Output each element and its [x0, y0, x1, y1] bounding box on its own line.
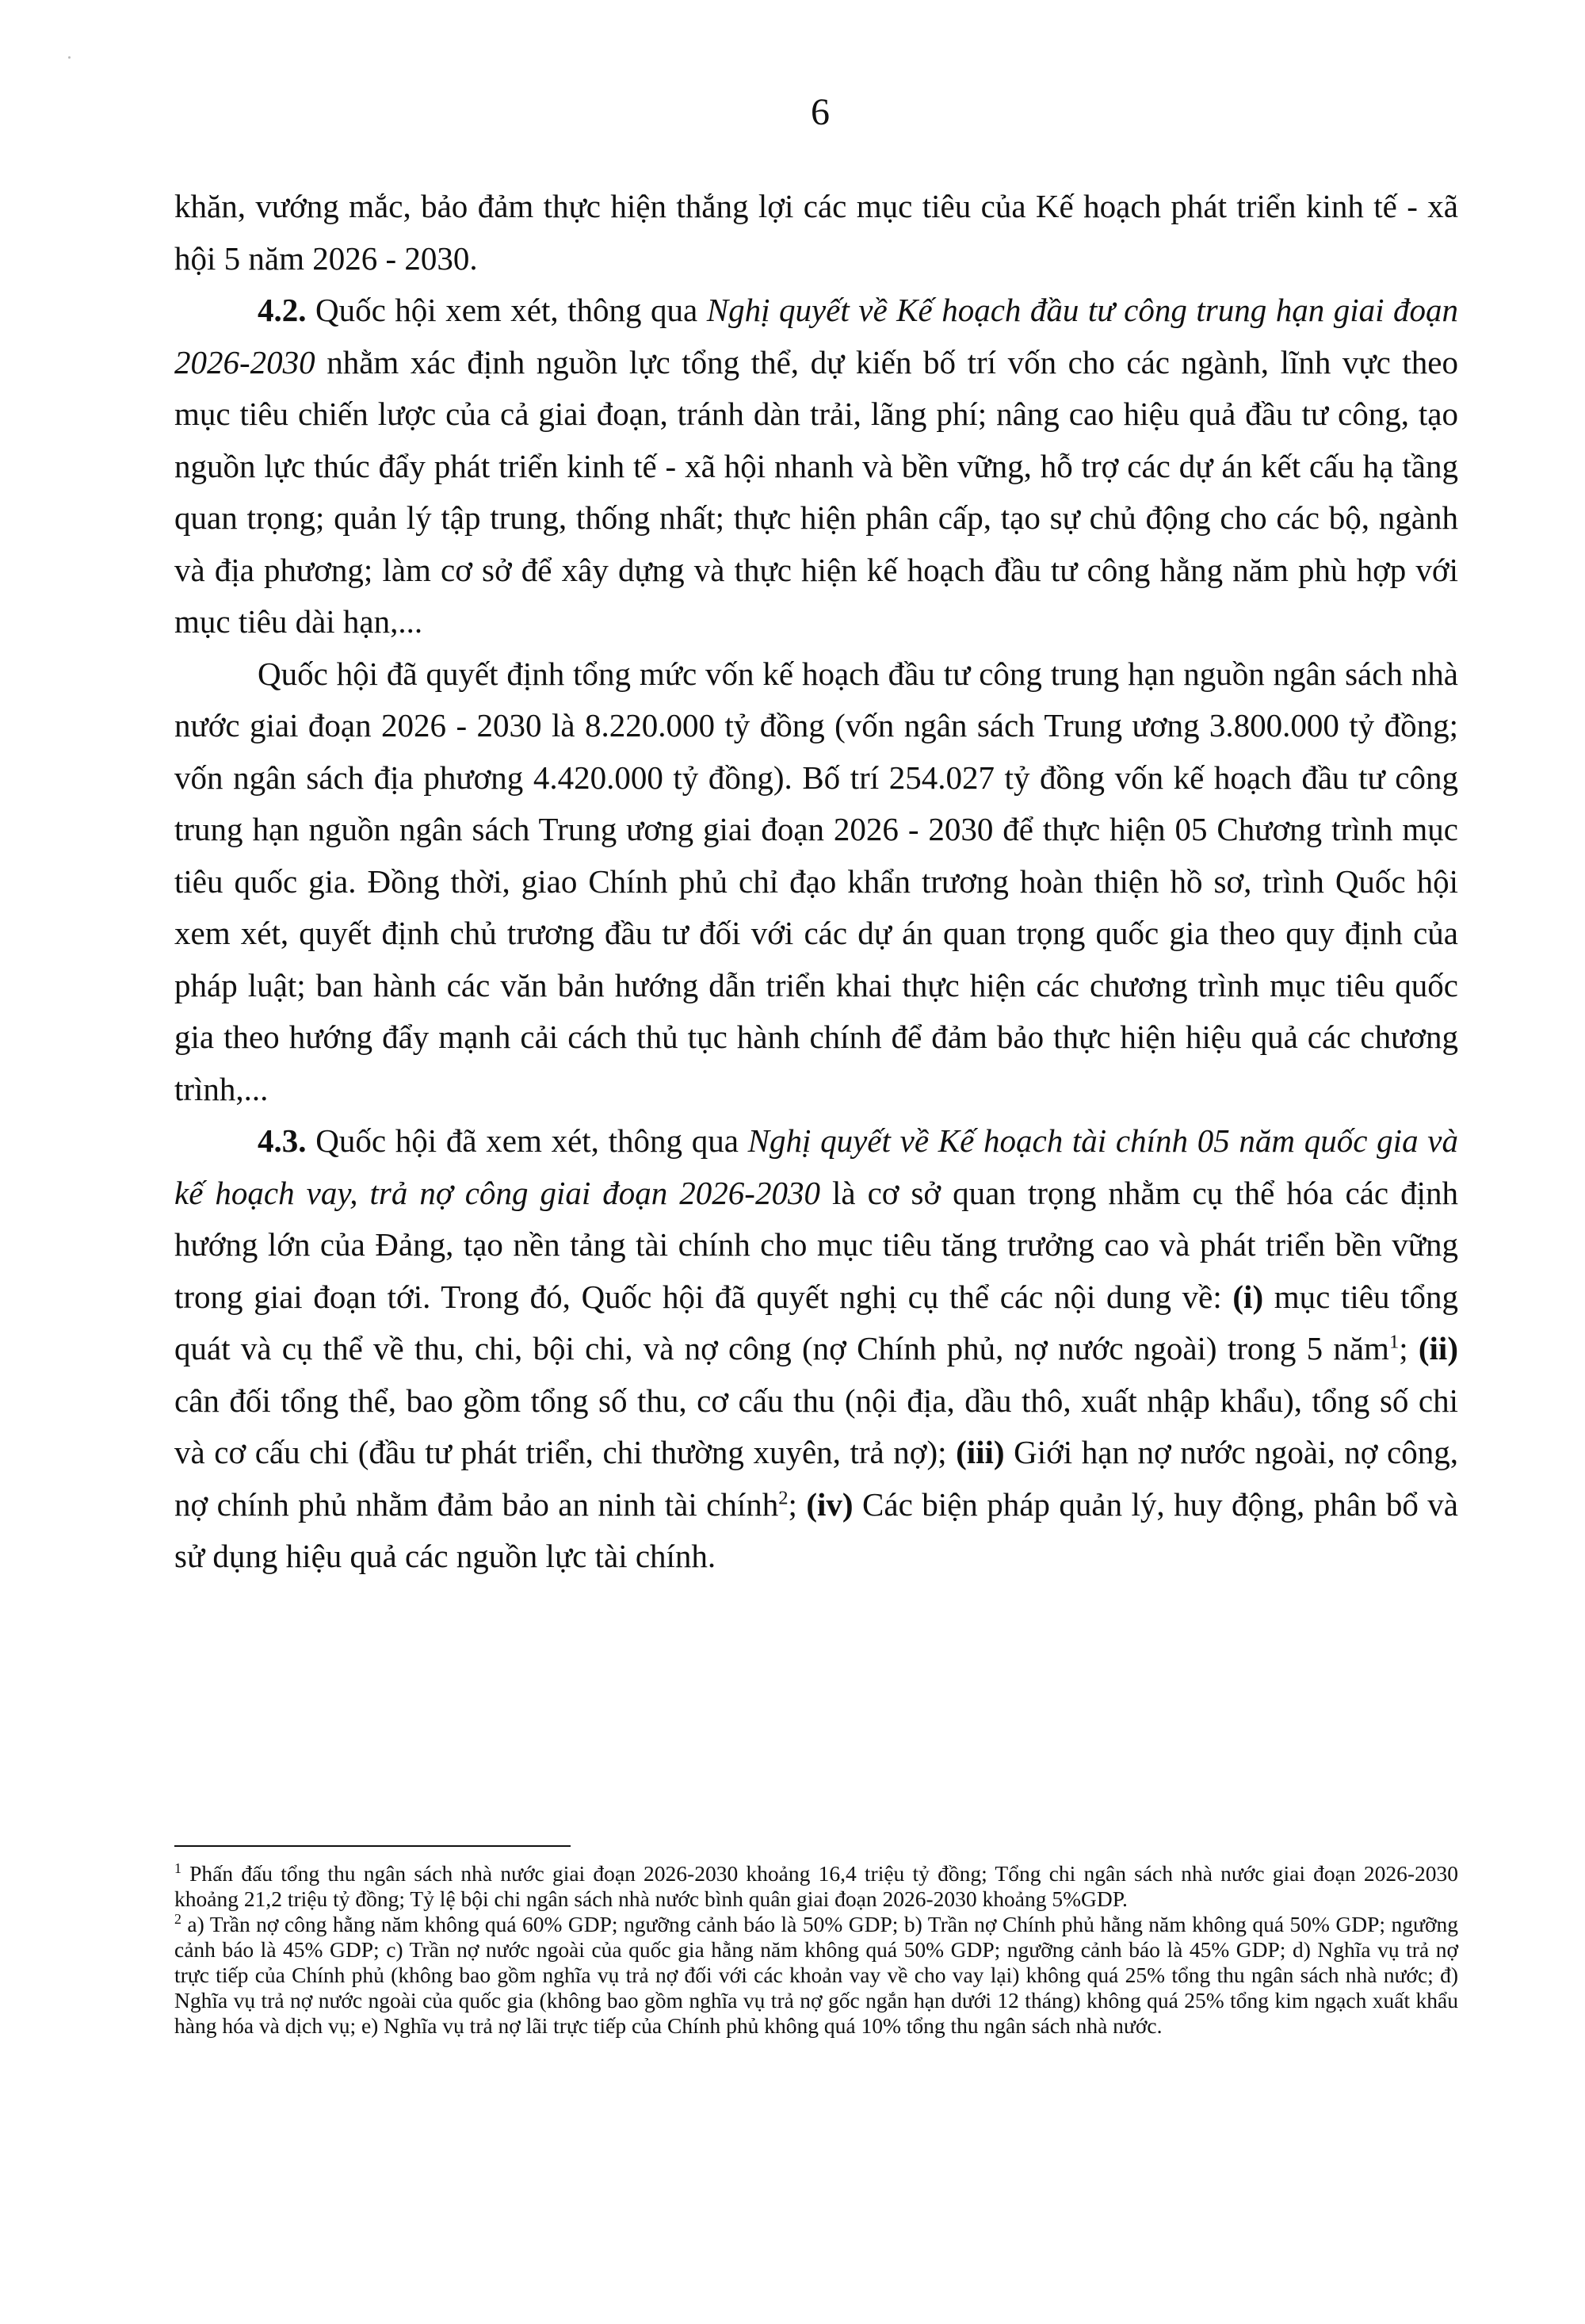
- footnote-text: Phấn đấu tổng thu ngân sách nhà nước giai đoạn 2026-2030 khoảng 16,4 triệu tỷ đồng; Tổng chi ngân sách nhà nước giai đoạn 2026-2030 khoảng 21,2 triệu tỷ đồng; Tỷ lệ bội chi ngân sách nhà nước bình quân giai đoạn 2026-2030 khoảng 5%GDP.: [174, 1861, 1458, 1911]
- footnote-text: a) Trần nợ công hằng năm không quá 60% GDP; ngưỡng cảnh báo là 50% GDP; b) Trần nợ Chính phủ hằng năm không quá 50% GDP; ngưỡng cảnh báo là 45% GDP; c) Trần nợ nước ngoài của quốc gia hằng năm không quá 50% GDP; ngưỡng cảnh báo là 45% GDP; d) Nghĩa vụ trả nợ trực tiếp của Chính phủ (không bao gồm nghĩa vụ trả nợ đối với các khoản vay về cho vay lại) không quá 25% tổng thu ngân sách nhà nước; đ) Nghĩa vụ trả nợ nước ngoài của quốc gia (không bao gồm nghĩa vụ trả nợ gốc ngắn hạn dưới 12 tháng) không quá 25% tổng kim ngạch xuất khẩu hàng hóa và dịch vụ; e) Nghĩa vụ trả nợ lãi trực tiếp của Chính phủ không quá 10% tổng thu ngân sách nhà nước.: [174, 1912, 1458, 2038]
- resolution-title: Nghị quyết về Kế hoạch đầu tư công trung hạn giai đoạn 2026-2030: [174, 292, 1458, 380]
- footnote-2: [174, 1912, 1458, 2039]
- separator: ;: [788, 1485, 807, 1523]
- document-body: [174, 181, 1458, 1583]
- paragraph-text: Quốc hội xem xét, thông qua: [306, 292, 707, 328]
- paragraph-investment-capital: Quốc hội đã quyết định tổng mức vốn kế hoạch đầu tư công trung hạn nguồn ngân sách nhà nước giai đoạn 2026 - 2030 là 8.220.000 tỷ đồng (vốn ngân sách Trung ương 3.800.000 tỷ đồng; vốn ngân sách địa phương 4.420.000 tỷ đồng). Bố trí 254.027 tỷ đồng vốn kế hoạch đầu tư công trung hạn nguồn ngân sách Trung ương giai đoạn 2026 - 2030 để thực hiện 05 Chương trình mục tiêu quốc gia. Đồng thời, giao Chính phủ chỉ đạo khẩn trương hoàn thiện hồ sơ, trình Quốc hội xem xét, quyết định chủ trương đầu tư đối với các dự án quan trọng quốc gia theo quy định của pháp luật; ban hành các văn bản hướng dẫn triển khai thực hiện các chương trình mục tiêu quốc gia theo hướng đẩy mạnh cải cách thủ tục hành chính để đảm bảo thực hiện hiệu quả các chương trình,...: [174, 655, 1458, 1107]
- footnote-ref[interactable]: 1: [1388, 1331, 1400, 1353]
- separator: ;: [1399, 1330, 1419, 1366]
- item-marker: (iii): [956, 1434, 1005, 1470]
- footnotes: [174, 1861, 1458, 2039]
- resolution-title: Nghị quyết về Kế hoạch tài chính 05 năm quốc gia và kế hoạch vay, trả nợ công giai đoạn 2026-2030: [174, 1122, 1458, 1211]
- item-marker: (ii): [1418, 1330, 1458, 1366]
- paragraph-text: nhằm xác định nguồn lực tổng thể, dự kiến bố trí vốn cho các ngành, lĩnh vực theo mục tiêu chiến lược của cả giai đoạn, tránh dàn trải, lãng phí; nâng cao hiệu quả đầu tư công, tạo nguồn lực thúc đẩy phát triển kinh tế - xã hội nhanh và bền vững, hỗ trợ các dự án kết cấu hạ tầng quan trọng; quản lý tập trung, thống nhất; thực hiện phân cấp, tạo sự chủ động cho các bộ, ngành và địa phương; làm cơ sở để xây dựng và thực hiện kế hoạch đầu tư công hằng năm phù hợp với mục tiêu dài hạn,...: [174, 343, 1458, 640]
- paragraph-text: là cơ sở quan trọng nhằm cụ thể hóa các định hướng lớn của Đảng, tạo nền tảng tài chính cho mục tiêu tăng trưởng cao và phát triển bền vững trong giai đoạn tới. Trong đó, Quốc hội đã quyết nghị cụ thể các nội dung về:: [174, 1174, 1459, 1315]
- footnote-marker: 2: [174, 1910, 181, 1927]
- item-marker: (iv): [806, 1485, 854, 1523]
- footnote-marker: 1: [174, 1860, 181, 1876]
- item-text: Các biện pháp quản lý, huy động, phân bổ và sử dụng hiệu quả các nguồn lực tài chính.: [174, 1485, 1458, 1574]
- footnote-ref[interactable]: 2: [778, 1486, 789, 1508]
- scan-speck: [68, 56, 71, 59]
- paragraph-text: Quốc hội đã xem xét, thông qua: [306, 1122, 748, 1159]
- paragraph-continuation: khăn, vướng mắc, bảo đảm thực hiện thắng lợi các mục tiêu của Kế hoạch phát triển kinh tế - xã hội 5 năm 2026 - 2030.: [174, 188, 1458, 277]
- footnote-1: [174, 1861, 1458, 1912]
- section-number: 4.3.: [258, 1122, 307, 1159]
- item-text: mục tiêu tổng quát và cụ thể về thu, chi, bội chi, và nợ công (nợ Chính phủ, nợ nước ngoài) trong 5 năm: [174, 1278, 1459, 1366]
- section-number: 4.2.: [258, 292, 307, 328]
- item-text: cân đối tổng thể, bao gồm tổng số thu, cơ cấu thu (nội địa, dầu thô, xuất nhập khẩu), tổng số chi và cơ cấu chi (đầu tư phát triển, chi thường xuyên, trả nợ);: [174, 1382, 1458, 1470]
- paragraph-4-2: [174, 285, 1458, 648]
- item-marker: (i): [1232, 1278, 1264, 1315]
- item-text: Giới hạn nợ nước ngoài, nợ công, nợ chính phủ nhằm đảm bảo an ninh tài chính: [174, 1434, 1458, 1523]
- footnote-separator: [174, 1845, 571, 1847]
- page-number: 6: [811, 91, 830, 133]
- paragraph-4-3: [174, 1115, 1458, 1583]
